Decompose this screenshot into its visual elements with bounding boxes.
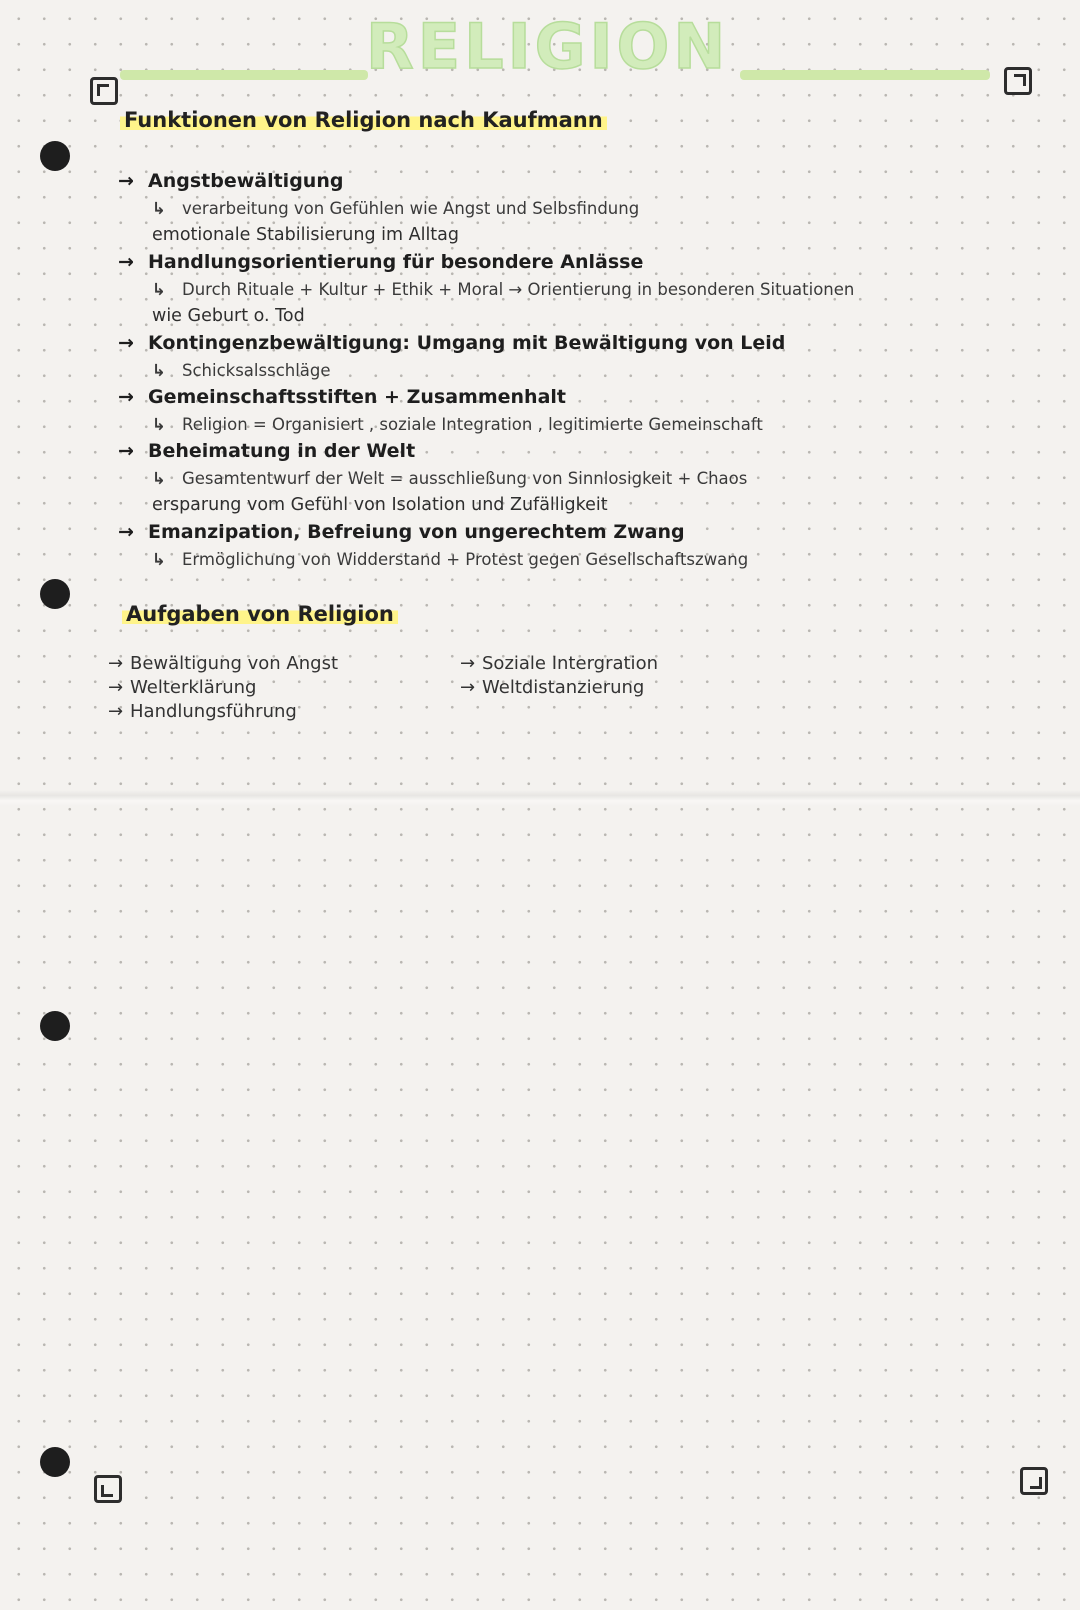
corner-mark-icon	[90, 77, 118, 105]
note-line	[118, 195, 1018, 222]
note-line	[118, 465, 1018, 492]
task-text: Handlungsführung	[130, 701, 297, 722]
return-arrow-icon: ↳	[152, 469, 166, 488]
task-text: Weltdistanzierung	[482, 677, 645, 698]
note-line	[118, 384, 1018, 411]
note-text: Angstbewältigung	[148, 170, 344, 192]
corner-mark-icon	[94, 1475, 122, 1503]
page-title: RELIGION	[366, 10, 730, 83]
note-text: verarbeitung von Gefühlen wie Angst und Selbsfindung	[182, 199, 640, 218]
arrow-icon: →	[118, 332, 134, 354]
note-line	[118, 330, 1018, 357]
note-text: Kontingenzbewältigung: Umgang mit Bewältigung von Leid	[148, 332, 786, 354]
arrow-icon: →	[108, 701, 124, 722]
note-text: Durch Rituale + Kultur + Ethik + Moral → Orientierung in besonderen Situationen	[182, 280, 855, 299]
return-arrow-icon: ↳	[152, 361, 166, 380]
paper-fold	[0, 790, 1080, 806]
punch-hole	[40, 141, 70, 171]
return-arrow-icon: ↳	[152, 280, 166, 299]
arrow-icon: →	[460, 677, 476, 698]
note-line	[118, 519, 1018, 546]
functions-list	[118, 168, 1018, 573]
task-item	[460, 652, 658, 676]
note-text: Gesamtentwurf der Welt = ausschließung von Sinnlosigkeit + Chaos	[182, 469, 748, 488]
note-text: Schicksalsschläge	[182, 361, 331, 380]
note-line	[118, 411, 1018, 438]
arrow-icon: →	[108, 677, 124, 698]
note-text: Religion = Organisiert , soziale Integration , legitimierte Gemeinschaft	[182, 415, 763, 434]
arrow-icon: →	[118, 386, 134, 408]
note-line	[118, 249, 1018, 276]
task-item	[108, 676, 338, 700]
note-text: Emanzipation, Befreiung von ungerechtem Zwang	[148, 521, 685, 543]
return-arrow-icon: ↳	[152, 415, 166, 434]
heading-text: Aufgaben von Religion	[122, 602, 398, 626]
arrow-icon: →	[460, 653, 476, 674]
return-arrow-icon: ↳	[152, 550, 166, 569]
return-arrow-icon: ↳	[152, 199, 166, 218]
note-line	[118, 303, 1018, 330]
arrow-icon: →	[108, 653, 124, 674]
note-text: Handlungsorientierung für besondere Anlässe	[148, 251, 644, 273]
note-line	[118, 276, 1018, 303]
tasks-list-left	[108, 652, 338, 724]
task-item	[108, 652, 338, 676]
task-text: Soziale Intergration	[482, 653, 658, 674]
title-highlight-bar	[740, 70, 990, 80]
punch-hole	[40, 579, 70, 609]
punch-hole	[40, 1011, 70, 1041]
note-line	[118, 492, 1018, 519]
tasks-list-right	[460, 652, 658, 700]
punch-hole	[40, 1447, 70, 1477]
note-line	[118, 168, 1018, 195]
note-line	[118, 546, 1018, 573]
corner-mark-icon	[1004, 67, 1032, 95]
arrow-icon: →	[118, 440, 134, 462]
note-text: emotionale Stabilisierung im Alltag	[152, 225, 460, 245]
title-highlight-bar	[120, 70, 368, 80]
note-line	[118, 438, 1018, 465]
heading-text: Funktionen von Religion nach Kaufmann	[120, 108, 607, 132]
arrow-icon: →	[118, 170, 134, 192]
corner-mark-icon	[1020, 1467, 1048, 1495]
task-item	[460, 676, 658, 700]
note-text: wie Geburt o. Tod	[152, 306, 305, 326]
arrow-icon: →	[118, 521, 134, 543]
arrow-icon: →	[118, 251, 134, 273]
note-line	[118, 357, 1018, 384]
task-item	[108, 700, 338, 724]
task-text: Welterklärung	[130, 677, 257, 698]
section-heading-functions	[120, 108, 607, 132]
task-text: Bewältigung von Angst	[130, 653, 339, 674]
section-heading-tasks	[122, 602, 398, 626]
note-line	[118, 222, 1018, 249]
note-text: ersparung vom Gefühl von Isolation und Zufälligkeit	[152, 495, 608, 515]
note-text: Beheimatung in der Welt	[148, 440, 416, 462]
note-text: Gemeinschaftsstiften + Zusammenhalt	[148, 386, 566, 408]
note-text: Ermöglichung von Widderstand + Protest gegen Gesellschaftszwang	[182, 550, 749, 569]
